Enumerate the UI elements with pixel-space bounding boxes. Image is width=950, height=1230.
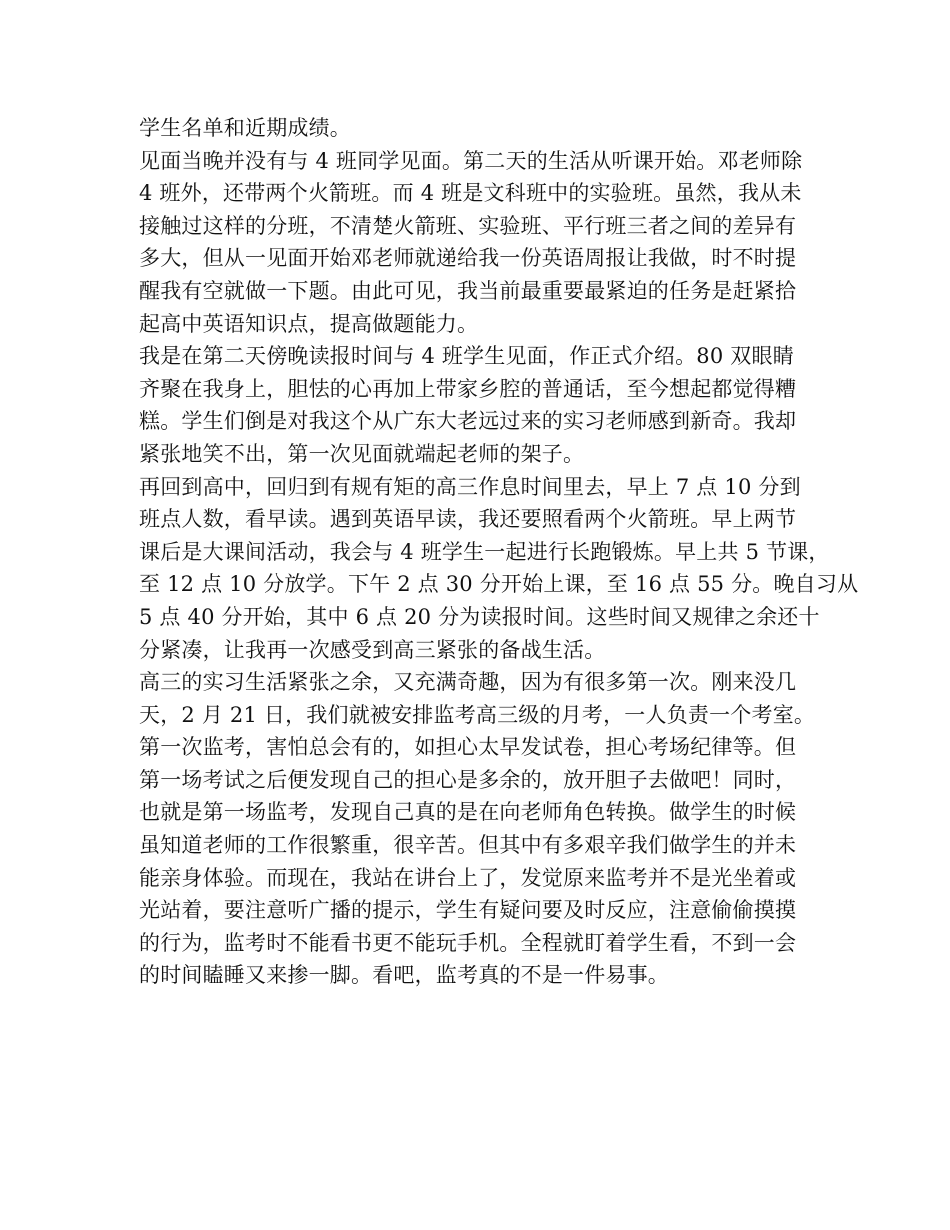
text-line: 我是在第二天傍晚读报时间与 4 班学生见面，作正式介绍。80 双眼睛 [139,344,794,369]
text-line: 5 点 40 分开始，其中 6 点 20 分为读报时间。这些时间又规律之余还十 [139,604,820,629]
text-line: 再回到高中，回归到有规有矩的高三作息时间里去，早上 7 点 10 分到 [139,474,801,499]
text-line: 班点人数，看早读。遇到英语早读，我还要照看两个火箭班。早上两节 [139,507,797,532]
text-line: 课后是大课间活动，我会与 4 班学生一起进行长跑锻炼。早上共 5 节课， [139,539,830,564]
text-line: 也就是第一场监考，发现自己真的是在向老师角色转换。做学生的时候 [139,800,797,825]
text-line: 的时间瞌睡又来掺一脚。看吧，监考真的不是一件易事。 [139,963,669,988]
text-line: 糕。学生们倒是对我这个从广东大老远过来的实习老师感到新奇。我却 [139,409,797,434]
text-line: 至 12 点 10 分放学。下午 2 点 30 分开始上课，至 16 点 55 分。晚自习从 [139,572,859,597]
text-line: 虽知道老师的工作很繁重，很辛苦。但其中有多艰辛我们做学生的并未 [139,833,797,858]
text-line: 分紧凑，让我再一次感受到高三紧张的备战生活。 [139,637,606,662]
text-line: 能亲身体验。而现在，我站在讲台上了，发觉原来监考并不是光坐着或 [139,865,797,890]
text-line: 学生名单和近期成绩。 [139,116,351,140]
text-line: 高三的实习生活紧张之余，又充满奇趣，因为有很多第一次。刚来没几 [139,670,797,695]
text-line: 接触过这样的分班，不清楚火箭班、实验班、平行班三者之间的差异有 [139,213,797,238]
text-line: 的行为，监考时不能看书更不能玩手机。全程就盯着学生看，不到一会 [139,930,797,955]
text-line: 第一次监考，害怕总会有的，如担心太早发试卷，担心考场纪律等。但 [139,735,797,760]
text-line: 起高中英语知识点，提高做题能力。 [139,311,479,336]
text-line: 第一场考试之后便发现自己的担心是多余的，放开胆子去做吧！同时， [139,767,797,792]
document-body [139,112,859,992]
text-line: 紧张地笑不出，第一次见面就端起老师的架子。 [139,441,585,466]
text-line: 醒我有空就做一下题。由此可见，我当前最重要最紧迫的任务是赶紧拾 [139,278,797,303]
text-line: 见面当晚并没有与 4 班同学见面。第二天的生活从听课开始。邓老师除 [139,148,803,173]
text-line: 齐聚在我身上，胆怯的心再加上带家乡腔的普通话，至今想起都觉得糟 [139,376,797,401]
text-line: 4 班外，还带两个火箭班。而 4 班是文科班中的实验班。虽然，我从未 [139,181,802,206]
text-line: 多大，但从一见面开始邓老师就递给我一份英语周报让我做，时不时提 [139,246,797,271]
text-line: 光站着，要注意听广播的提示，学生有疑问要及时反应，注意偷偷摸摸 [139,898,797,923]
text-line: 天，2 月 21 日，我们就被安排监考高三级的月考，一人负责一个考室。 [139,702,816,727]
